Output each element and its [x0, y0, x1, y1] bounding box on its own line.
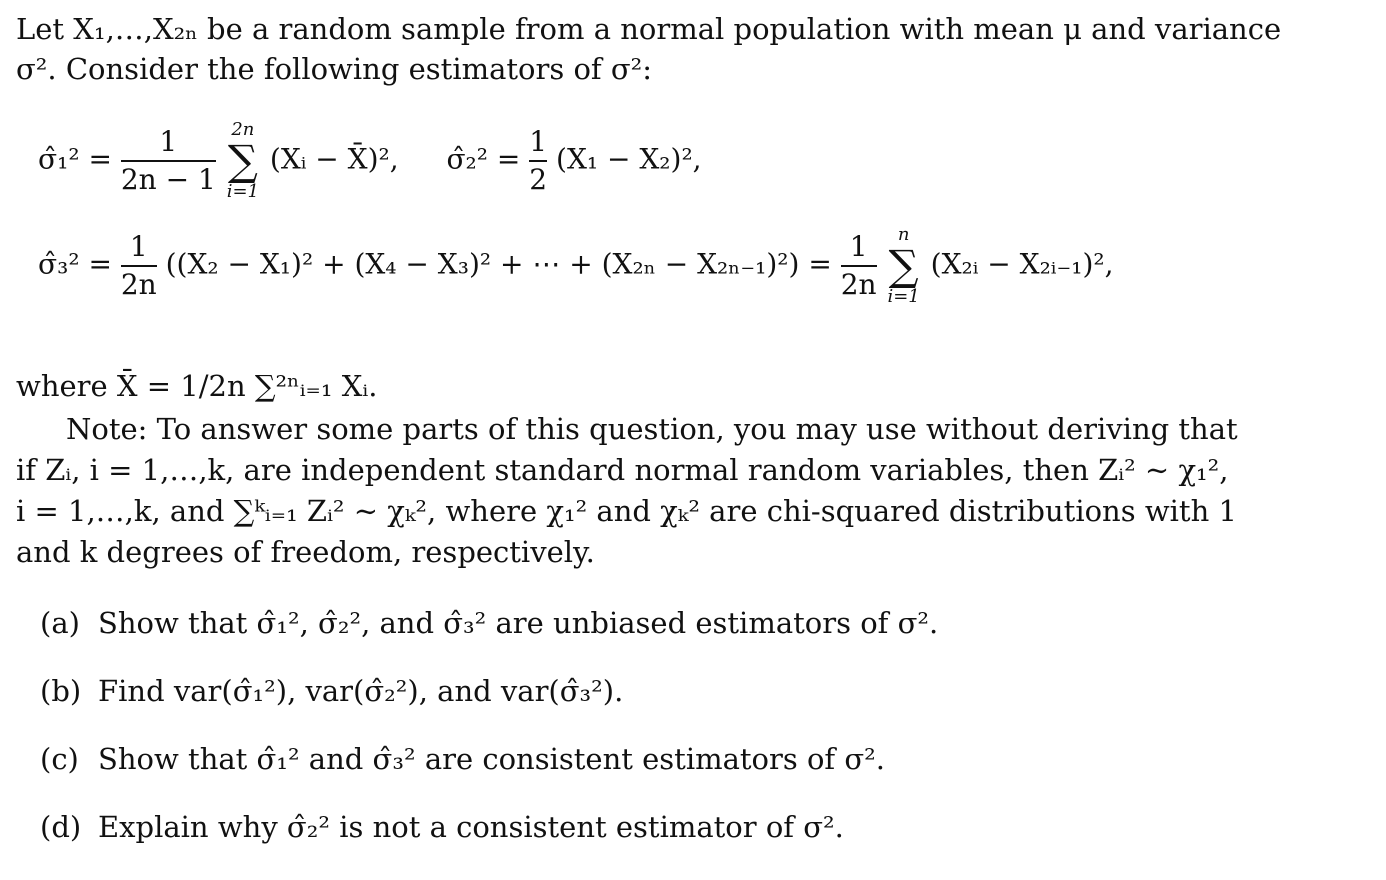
sigma3-second-fraction-numerator: 1 [849, 230, 868, 263]
note-line-2: if Zᵢ, i = 1,…,k, are independent standard normal random variables, then Zᵢ² ∼ χ₁², [16, 453, 1229, 487]
sigma1-fraction-denominator: 2n − 1 [120, 163, 216, 196]
intro-line-2: σ². Consider the following estimators of σ²: [16, 52, 653, 86]
sigma3-fraction-numerator: 1 [129, 230, 148, 263]
sigma1-sum-lower: i=1 [226, 181, 259, 202]
question-text: Explain why σ̂₂² is not a consistent estimator of σ². [98, 810, 844, 844]
note-line-3: i = 1,…,k, and ∑ᵏᵢ₌₁ Zᵢ² ∼ χₖ², where χ₁² and χₖ² are chi-squared distributions with 1 [16, 494, 1237, 528]
sigma3-second-fraction-denominator: 2n [840, 268, 877, 301]
summation-icon: ∑ [888, 241, 919, 290]
note-line-4: and k degrees of freedom, respectively. [16, 535, 595, 569]
note-line-1: Note: To answer some parts of this question, you may use without deriving that [66, 412, 1238, 446]
fraction-bar [841, 265, 877, 267]
question-item-c [40, 739, 938, 807]
question-label: (a) [40, 606, 80, 640]
sigma2-fraction [529, 125, 548, 196]
note-paragraph [16, 409, 1276, 573]
question-text: Show that σ̂₁² and σ̂₃² are consistent estimators of σ². [98, 742, 886, 776]
sigma3-sum-lower: i=1 [887, 286, 920, 307]
sigma1-fraction-numerator: 1 [159, 125, 178, 158]
question-label: (d) [40, 810, 82, 844]
sigma3-fraction [120, 230, 157, 301]
question-text: Find var(σ̂₁²), var(σ̂₂²), and var(σ̂₃²). [98, 674, 624, 708]
fraction-bar [121, 265, 157, 267]
sigma1-summation [227, 120, 259, 202]
equation-sigma3 [38, 225, 1114, 307]
sigma3-summation [887, 225, 919, 307]
sigma3-lhs: σ̂₃² = [38, 247, 112, 281]
sigma2-body: (X₁ − X₂)², [556, 142, 702, 176]
equation-sigma1-sigma2 [38, 120, 702, 202]
question-text: Show that σ̂₁², σ̂₂², and σ̂₃² are unbiased estimators of σ². [98, 606, 939, 640]
question-item-b [40, 671, 938, 739]
intro-line-1: Let X₁,…,X₂ₙ be a random sample from a normal population with mean μ and variance [16, 12, 1282, 46]
question-label: (b) [40, 674, 82, 708]
sigma3-second-fraction [840, 230, 877, 301]
question-list [40, 603, 938, 875]
sigma1-fraction [120, 125, 216, 196]
question-item-d [40, 807, 938, 875]
summation-icon: ∑ [227, 136, 258, 185]
sigma1-sum-upper: 2n [231, 119, 255, 140]
sigma2-lhs: σ̂₂² = [446, 142, 521, 176]
sigma3-fraction-denominator: 2n [120, 268, 157, 301]
sigma3-middle: ((X₂ − X₁)² + (X₄ − X₃)² + ⋯ + (X₂ₙ − X₂ₙ₋₁)²) = [165, 247, 832, 281]
fraction-bar [121, 160, 216, 162]
fraction-bar [529, 160, 547, 162]
question-label: (c) [40, 742, 79, 776]
question-item-a [40, 603, 938, 671]
sigma2-fraction-numerator: 1 [529, 125, 548, 158]
where-definition: where X̄ = 1/2n ∑²ⁿᵢ₌₁ Xᵢ. [16, 369, 378, 403]
sigma1-body: (Xᵢ − X̄)², [269, 142, 399, 176]
sigma2-fraction-denominator: 2 [529, 163, 548, 196]
sigma1-lhs: σ̂₁² = [38, 142, 112, 176]
sigma3-body: (X₂ᵢ − X₂ᵢ₋₁)², [930, 247, 1114, 281]
sigma3-sum-upper: n [897, 224, 910, 245]
